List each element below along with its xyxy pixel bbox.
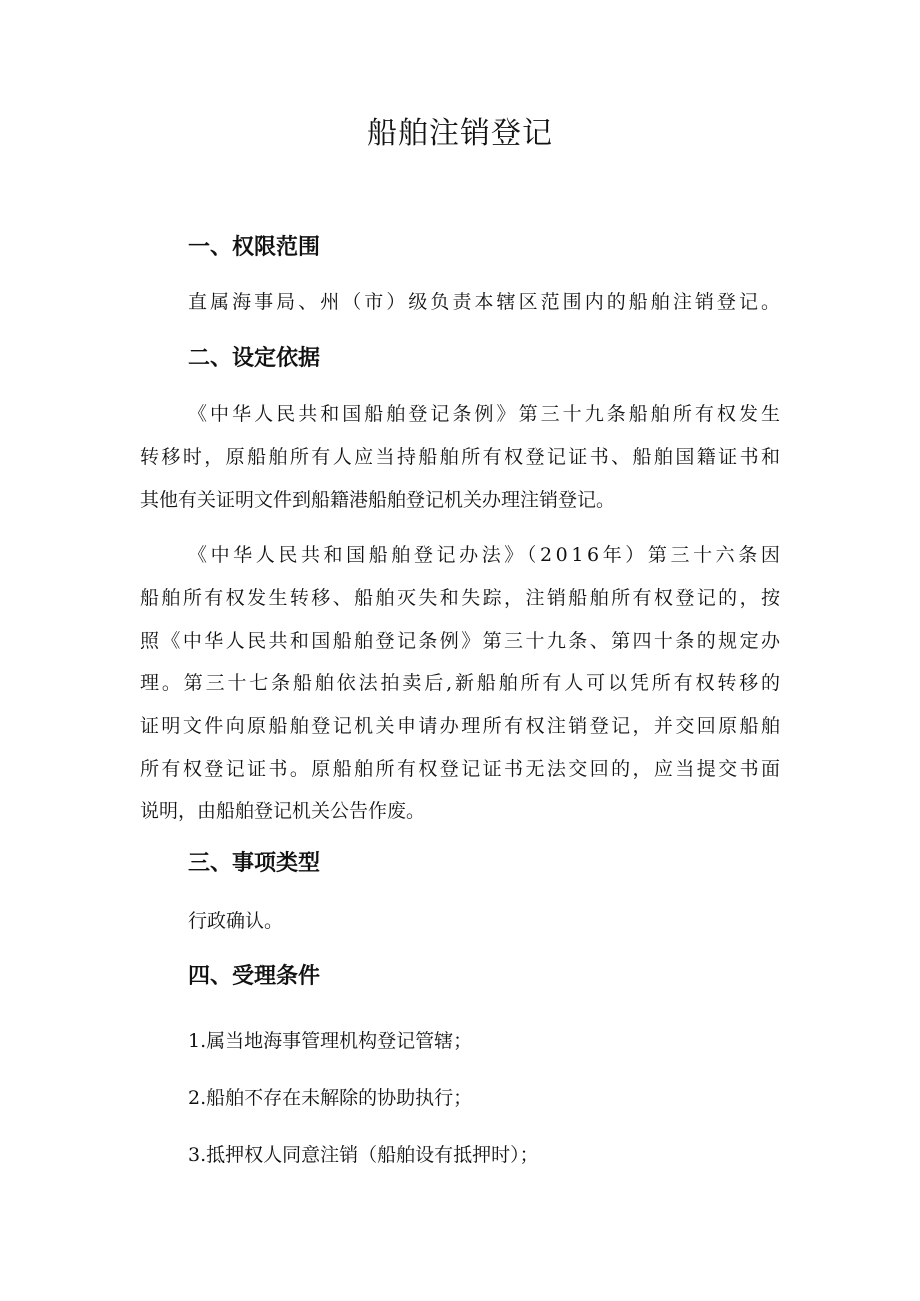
legal-basis-p2-line-3: 照《中华人民共和国船舶登记条例》第三十九条、第四十条的规定办 [140, 630, 783, 652]
document-title: 船舶注销登记 [367, 116, 553, 151]
legal-basis-p1-line-1: 《中华人民共和国船舶登记条例》第三十九条船舶所有权发生 [188, 403, 784, 425]
condition-item-2: 2.船舶不存在未解除的协助执行； [188, 1087, 473, 1109]
authority-scope-text: 直属海事局、州（市）级负责本辖区范围内的船舶注销登记。 [188, 291, 784, 313]
section-heading-item-type: 三、事项类型 [188, 851, 321, 876]
legal-basis-p2-line-5: 证明文件向原船舶登记机关申请办理所有权注销登记，并交回原船舶 [140, 715, 783, 737]
item-type-text: 行政确认。 [188, 910, 284, 932]
legal-basis-p2-line-4: 理。第三十七条船舶依法拍卖后,新船舶所有人可以凭所有权转移的 [140, 672, 783, 694]
section-heading-acceptance-conditions: 四、受理条件 [188, 964, 321, 989]
legal-basis-p2-line-7: 说明，由船舶登记机关公告作废。 [140, 800, 426, 822]
legal-basis-p1-line-3: 其他有关证明文件到船籍港船舶登记机关办理注销登记。 [140, 489, 616, 511]
condition-item-1: 1.属当地海事管理机构登记管辖； [188, 1030, 473, 1052]
section-heading-legal-basis: 二、设定依据 [188, 346, 321, 371]
condition-item-3: 3.抵押权人同意注销（船舶设有抵押时）； [188, 1144, 539, 1166]
section-heading-authority-scope: 一、权限范围 [188, 235, 321, 260]
legal-basis-p2-line-2: 船舶所有权发生转移、船舶灭失和失踪，注销船舶所有权登记的，按 [140, 587, 783, 609]
legal-basis-p2-line-6: 所有权登记证书。原船舶所有权登记证书无法交回的，应当提交书面 [140, 758, 783, 780]
legal-basis-p2-line-1: 《中华人民共和国船舶登记办法》（2016年）第三十六条因 [188, 544, 784, 566]
legal-basis-p1-line-2: 转移时，原船舶所有人应当持船舶所有权登记证书、船舶国籍证书和 [140, 446, 783, 468]
